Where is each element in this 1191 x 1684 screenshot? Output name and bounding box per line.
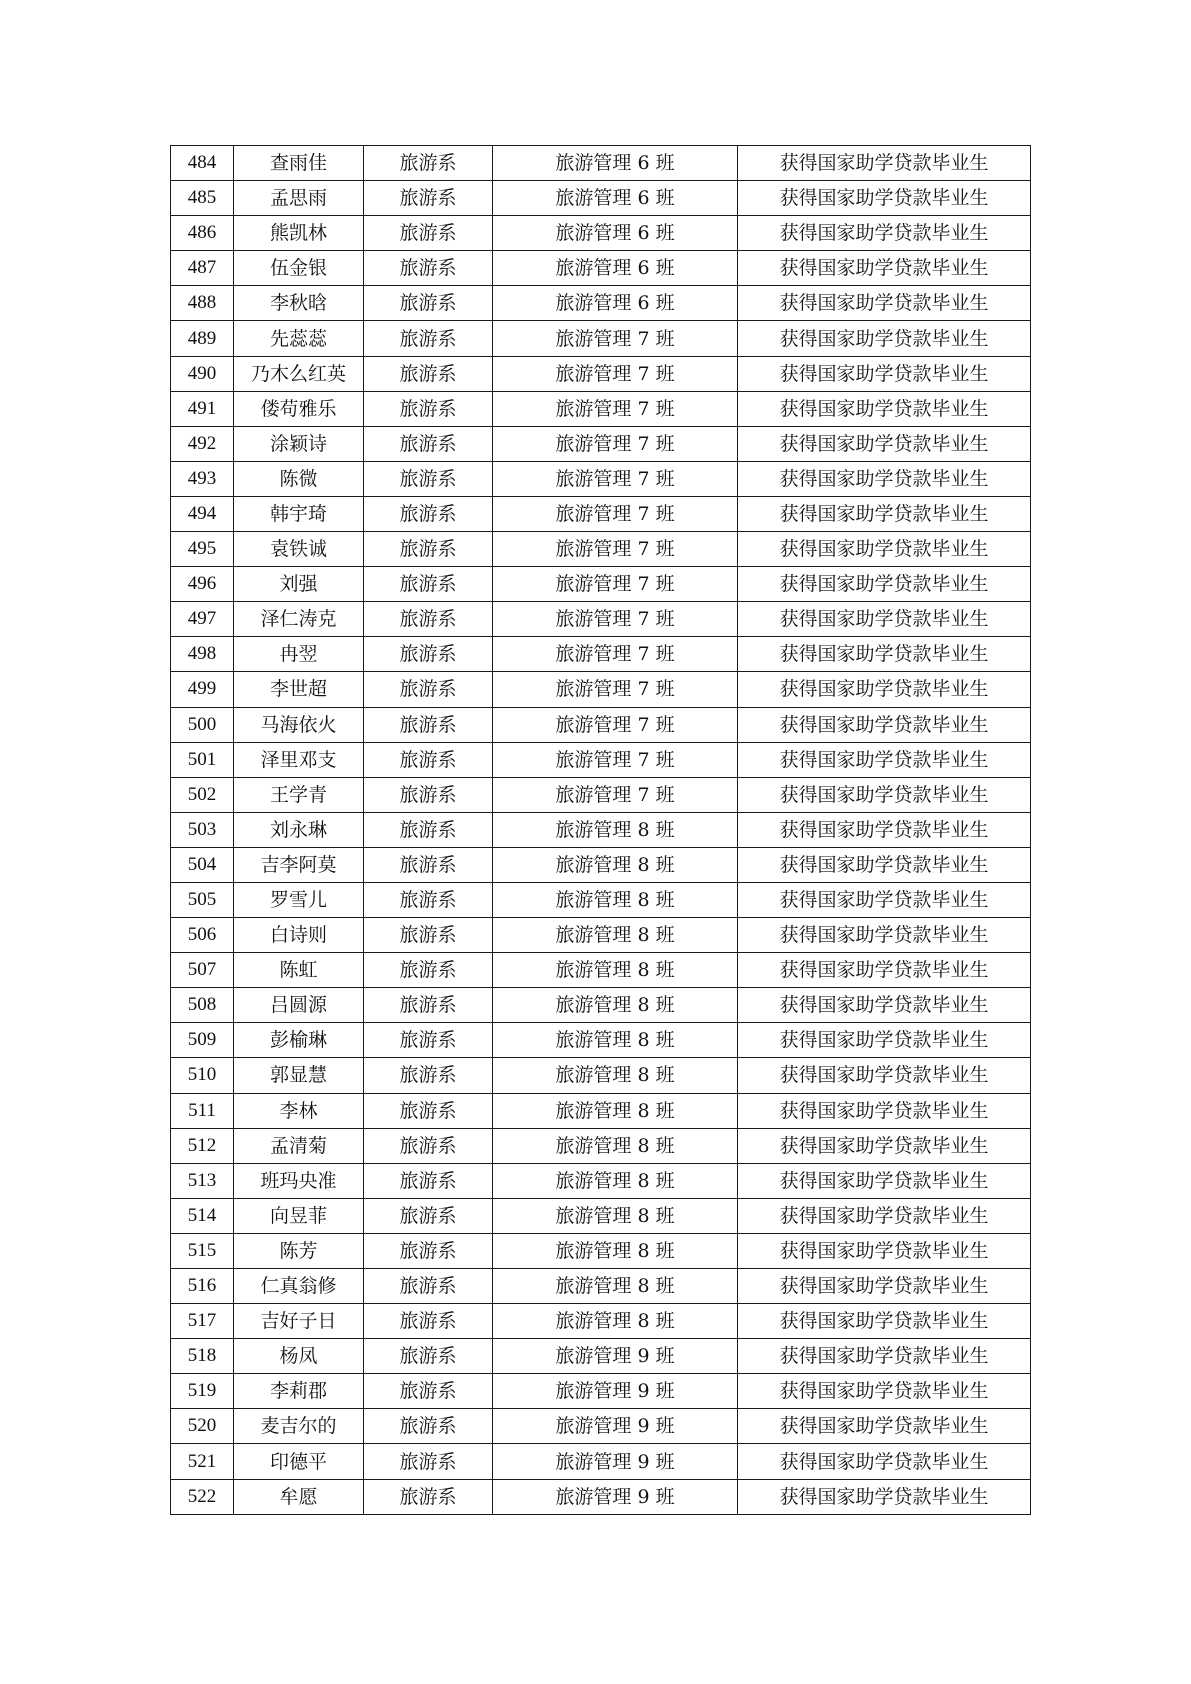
student-name-cell: 先蕊蕊 xyxy=(234,321,364,356)
class-cell: 旅游管理 9 班 xyxy=(493,1409,738,1444)
status-cell: 获得国家助学贷款毕业生 xyxy=(738,1304,1031,1339)
department-cell: 旅游系 xyxy=(364,847,493,882)
department-cell: 旅游系 xyxy=(364,532,493,567)
status-cell: 获得国家助学贷款毕业生 xyxy=(738,953,1031,988)
department-cell: 旅游系 xyxy=(364,567,493,602)
row-number-cell: 502 xyxy=(171,777,234,812)
table-row xyxy=(171,216,1031,251)
row-number-cell: 519 xyxy=(171,1374,234,1409)
status-cell: 获得国家助学贷款毕业生 xyxy=(738,918,1031,953)
status-cell: 获得国家助学贷款毕业生 xyxy=(738,286,1031,321)
table-row xyxy=(171,426,1031,461)
status-cell: 获得国家助学贷款毕业生 xyxy=(738,356,1031,391)
student-name-cell: 熊凯林 xyxy=(234,216,364,251)
graduate-loan-table xyxy=(170,145,1031,1515)
table-row xyxy=(171,918,1031,953)
table-row xyxy=(171,1198,1031,1233)
row-number-cell: 485 xyxy=(171,181,234,216)
class-cell: 旅游管理 8 班 xyxy=(493,1128,738,1163)
class-cell: 旅游管理 6 班 xyxy=(493,216,738,251)
student-name-cell: 泽里邓支 xyxy=(234,742,364,777)
student-name-cell: 牟愿 xyxy=(234,1479,364,1514)
class-cell: 旅游管理 7 班 xyxy=(493,637,738,672)
status-cell: 获得国家助学贷款毕业生 xyxy=(738,532,1031,567)
class-cell: 旅游管理 7 班 xyxy=(493,321,738,356)
row-number-cell: 489 xyxy=(171,321,234,356)
department-cell: 旅游系 xyxy=(364,391,493,426)
student-name-cell: 郭显慧 xyxy=(234,1058,364,1093)
department-cell: 旅游系 xyxy=(364,286,493,321)
row-number-cell: 509 xyxy=(171,1023,234,1058)
student-name-cell: 陈微 xyxy=(234,461,364,496)
table-row xyxy=(171,286,1031,321)
table-row xyxy=(171,953,1031,988)
class-cell: 旅游管理 7 班 xyxy=(493,707,738,742)
class-cell: 旅游管理 8 班 xyxy=(493,847,738,882)
table-row xyxy=(171,707,1031,742)
student-name-cell: 偻苟雅乐 xyxy=(234,391,364,426)
row-number-cell: 484 xyxy=(171,146,234,181)
department-cell: 旅游系 xyxy=(364,1409,493,1444)
student-name-cell: 李世超 xyxy=(234,672,364,707)
department-cell: 旅游系 xyxy=(364,1444,493,1479)
status-cell: 获得国家助学贷款毕业生 xyxy=(738,672,1031,707)
department-cell: 旅游系 xyxy=(364,1163,493,1198)
student-name-cell: 向昱菲 xyxy=(234,1198,364,1233)
status-cell: 获得国家助学贷款毕业生 xyxy=(738,637,1031,672)
row-number-cell: 504 xyxy=(171,847,234,882)
row-number-cell: 507 xyxy=(171,953,234,988)
student-name-cell: 冉翌 xyxy=(234,637,364,672)
status-cell: 获得国家助学贷款毕业生 xyxy=(738,707,1031,742)
row-number-cell: 508 xyxy=(171,988,234,1023)
table-row xyxy=(171,1479,1031,1514)
student-name-cell: 罗雪儿 xyxy=(234,882,364,917)
student-name-cell: 李秋晗 xyxy=(234,286,364,321)
table-row xyxy=(171,777,1031,812)
class-cell: 旅游管理 8 班 xyxy=(493,1304,738,1339)
class-cell: 旅游管理 6 班 xyxy=(493,146,738,181)
student-name-cell: 杨凤 xyxy=(234,1339,364,1374)
class-cell: 旅游管理 7 班 xyxy=(493,356,738,391)
status-cell: 获得国家助学贷款毕业生 xyxy=(738,461,1031,496)
department-cell: 旅游系 xyxy=(364,918,493,953)
class-cell: 旅游管理 7 班 xyxy=(493,672,738,707)
student-name-cell: 袁铁诚 xyxy=(234,532,364,567)
row-number-cell: 496 xyxy=(171,567,234,602)
department-cell: 旅游系 xyxy=(364,1198,493,1233)
row-number-cell: 500 xyxy=(171,707,234,742)
student-name-cell: 麦吉尔的 xyxy=(234,1409,364,1444)
department-cell: 旅游系 xyxy=(364,181,493,216)
row-number-cell: 490 xyxy=(171,356,234,391)
department-cell: 旅游系 xyxy=(364,602,493,637)
class-cell: 旅游管理 8 班 xyxy=(493,882,738,917)
department-cell: 旅游系 xyxy=(364,988,493,1023)
status-cell: 获得国家助学贷款毕业生 xyxy=(738,1198,1031,1233)
row-number-cell: 487 xyxy=(171,251,234,286)
department-cell: 旅游系 xyxy=(364,251,493,286)
table-row xyxy=(171,391,1031,426)
status-cell: 获得国家助学贷款毕业生 xyxy=(738,1093,1031,1128)
status-cell: 获得国家助学贷款毕业生 xyxy=(738,181,1031,216)
class-cell: 旅游管理 9 班 xyxy=(493,1339,738,1374)
status-cell: 获得国家助学贷款毕业生 xyxy=(738,216,1031,251)
department-cell: 旅游系 xyxy=(364,1479,493,1514)
row-number-cell: 503 xyxy=(171,812,234,847)
table-row xyxy=(171,1269,1031,1304)
class-cell: 旅游管理 9 班 xyxy=(493,1444,738,1479)
table-row xyxy=(171,1093,1031,1128)
student-name-cell: 泽仁涛克 xyxy=(234,602,364,637)
status-cell: 获得国家助学贷款毕业生 xyxy=(738,1479,1031,1514)
class-cell: 旅游管理 8 班 xyxy=(493,812,738,847)
table-row xyxy=(171,882,1031,917)
department-cell: 旅游系 xyxy=(364,637,493,672)
row-number-cell: 513 xyxy=(171,1163,234,1198)
student-name-cell: 孟清菊 xyxy=(234,1128,364,1163)
class-cell: 旅游管理 7 班 xyxy=(493,391,738,426)
table-row xyxy=(171,532,1031,567)
status-cell: 获得国家助学贷款毕业生 xyxy=(738,1339,1031,1374)
class-cell: 旅游管理 7 班 xyxy=(493,532,738,567)
student-name-cell: 彭榆琳 xyxy=(234,1023,364,1058)
class-cell: 旅游管理 7 班 xyxy=(493,602,738,637)
row-number-cell: 495 xyxy=(171,532,234,567)
status-cell: 获得国家助学贷款毕业生 xyxy=(738,988,1031,1023)
row-number-cell: 493 xyxy=(171,461,234,496)
row-number-cell: 512 xyxy=(171,1128,234,1163)
table-row xyxy=(171,356,1031,391)
class-cell: 旅游管理 7 班 xyxy=(493,742,738,777)
class-cell: 旅游管理 7 班 xyxy=(493,496,738,531)
table-body xyxy=(171,146,1031,1515)
student-name-cell: 印德平 xyxy=(234,1444,364,1479)
department-cell: 旅游系 xyxy=(364,216,493,251)
student-name-cell: 李莉郡 xyxy=(234,1374,364,1409)
row-number-cell: 515 xyxy=(171,1233,234,1268)
table-row xyxy=(171,321,1031,356)
row-number-cell: 505 xyxy=(171,882,234,917)
table-row xyxy=(171,567,1031,602)
status-cell: 获得国家助学贷款毕业生 xyxy=(738,1233,1031,1268)
department-cell: 旅游系 xyxy=(364,812,493,847)
row-number-cell: 520 xyxy=(171,1409,234,1444)
table-row xyxy=(171,496,1031,531)
status-cell: 获得国家助学贷款毕业生 xyxy=(738,1023,1031,1058)
department-cell: 旅游系 xyxy=(364,1128,493,1163)
row-number-cell: 499 xyxy=(171,672,234,707)
table-row xyxy=(171,812,1031,847)
class-cell: 旅游管理 8 班 xyxy=(493,1233,738,1268)
student-name-cell: 李林 xyxy=(234,1093,364,1128)
student-name-cell: 班玛央准 xyxy=(234,1163,364,1198)
student-name-cell: 刘永琳 xyxy=(234,812,364,847)
row-number-cell: 516 xyxy=(171,1269,234,1304)
department-cell: 旅游系 xyxy=(364,146,493,181)
status-cell: 获得国家助学贷款毕业生 xyxy=(738,602,1031,637)
row-number-cell: 492 xyxy=(171,426,234,461)
row-number-cell: 488 xyxy=(171,286,234,321)
row-number-cell: 522 xyxy=(171,1479,234,1514)
status-cell: 获得国家助学贷款毕业生 xyxy=(738,1374,1031,1409)
department-cell: 旅游系 xyxy=(364,1339,493,1374)
department-cell: 旅游系 xyxy=(364,496,493,531)
student-name-cell: 仁真翁修 xyxy=(234,1269,364,1304)
status-cell: 获得国家助学贷款毕业生 xyxy=(738,1444,1031,1479)
table-row xyxy=(171,461,1031,496)
table-row xyxy=(171,251,1031,286)
status-cell: 获得国家助学贷款毕业生 xyxy=(738,146,1031,181)
row-number-cell: 501 xyxy=(171,742,234,777)
row-number-cell: 486 xyxy=(171,216,234,251)
table-row xyxy=(171,1374,1031,1409)
status-cell: 获得国家助学贷款毕业生 xyxy=(738,1409,1031,1444)
class-cell: 旅游管理 9 班 xyxy=(493,1374,738,1409)
row-number-cell: 510 xyxy=(171,1058,234,1093)
student-name-cell: 陈虹 xyxy=(234,953,364,988)
class-cell: 旅游管理 8 班 xyxy=(493,1093,738,1128)
table-row xyxy=(171,181,1031,216)
department-cell: 旅游系 xyxy=(364,1093,493,1128)
student-name-cell: 韩宇琦 xyxy=(234,496,364,531)
table-row xyxy=(171,1128,1031,1163)
class-cell: 旅游管理 6 班 xyxy=(493,181,738,216)
row-number-cell: 521 xyxy=(171,1444,234,1479)
student-name-cell: 马海依火 xyxy=(234,707,364,742)
status-cell: 获得国家助学贷款毕业生 xyxy=(738,426,1031,461)
department-cell: 旅游系 xyxy=(364,1374,493,1409)
student-name-cell: 刘强 xyxy=(234,567,364,602)
department-cell: 旅游系 xyxy=(364,777,493,812)
status-cell: 获得国家助学贷款毕业生 xyxy=(738,812,1031,847)
table-row xyxy=(171,1409,1031,1444)
table-row xyxy=(171,1339,1031,1374)
student-name-cell: 查雨佳 xyxy=(234,146,364,181)
status-cell: 获得国家助学贷款毕业生 xyxy=(738,847,1031,882)
class-cell: 旅游管理 8 班 xyxy=(493,1058,738,1093)
table-row xyxy=(171,988,1031,1023)
table-row xyxy=(171,1233,1031,1268)
class-cell: 旅游管理 8 班 xyxy=(493,1163,738,1198)
class-cell: 旅游管理 7 班 xyxy=(493,777,738,812)
row-number-cell: 491 xyxy=(171,391,234,426)
department-cell: 旅游系 xyxy=(364,1023,493,1058)
student-name-cell: 吉好子日 xyxy=(234,1304,364,1339)
status-cell: 获得国家助学贷款毕业生 xyxy=(738,321,1031,356)
row-number-cell: 511 xyxy=(171,1093,234,1128)
table-row xyxy=(171,1304,1031,1339)
class-cell: 旅游管理 8 班 xyxy=(493,953,738,988)
table-row xyxy=(171,1058,1031,1093)
student-name-cell: 伍金银 xyxy=(234,251,364,286)
class-cell: 旅游管理 7 班 xyxy=(493,426,738,461)
row-number-cell: 497 xyxy=(171,602,234,637)
status-cell: 获得国家助学贷款毕业生 xyxy=(738,391,1031,426)
student-name-cell: 吕圆源 xyxy=(234,988,364,1023)
table-row xyxy=(171,146,1031,181)
status-cell: 获得国家助学贷款毕业生 xyxy=(738,1269,1031,1304)
class-cell: 旅游管理 6 班 xyxy=(493,251,738,286)
student-name-cell: 陈芳 xyxy=(234,1233,364,1268)
table-row xyxy=(171,742,1031,777)
status-cell: 获得国家助学贷款毕业生 xyxy=(738,1163,1031,1198)
row-number-cell: 517 xyxy=(171,1304,234,1339)
student-name-cell: 白诗则 xyxy=(234,918,364,953)
student-name-cell: 吉李阿莫 xyxy=(234,847,364,882)
status-cell: 获得国家助学贷款毕业生 xyxy=(738,777,1031,812)
department-cell: 旅游系 xyxy=(364,882,493,917)
class-cell: 旅游管理 7 班 xyxy=(493,461,738,496)
class-cell: 旅游管理 9 班 xyxy=(493,1479,738,1514)
student-name-cell: 孟思雨 xyxy=(234,181,364,216)
department-cell: 旅游系 xyxy=(364,742,493,777)
status-cell: 获得国家助学贷款毕业生 xyxy=(738,1128,1031,1163)
class-cell: 旅游管理 7 班 xyxy=(493,567,738,602)
table-row xyxy=(171,672,1031,707)
department-cell: 旅游系 xyxy=(364,953,493,988)
table-row xyxy=(171,602,1031,637)
status-cell: 获得国家助学贷款毕业生 xyxy=(738,882,1031,917)
status-cell: 获得国家助学贷款毕业生 xyxy=(738,567,1031,602)
row-number-cell: 494 xyxy=(171,496,234,531)
department-cell: 旅游系 xyxy=(364,1304,493,1339)
status-cell: 获得国家助学贷款毕业生 xyxy=(738,496,1031,531)
row-number-cell: 498 xyxy=(171,637,234,672)
department-cell: 旅游系 xyxy=(364,426,493,461)
department-cell: 旅游系 xyxy=(364,1058,493,1093)
student-name-cell: 乃木么红英 xyxy=(234,356,364,391)
department-cell: 旅游系 xyxy=(364,356,493,391)
row-number-cell: 514 xyxy=(171,1198,234,1233)
class-cell: 旅游管理 8 班 xyxy=(493,1023,738,1058)
department-cell: 旅游系 xyxy=(364,707,493,742)
department-cell: 旅游系 xyxy=(364,672,493,707)
class-cell: 旅游管理 8 班 xyxy=(493,918,738,953)
table-row xyxy=(171,847,1031,882)
table-row xyxy=(171,637,1031,672)
status-cell: 获得国家助学贷款毕业生 xyxy=(738,1058,1031,1093)
class-cell: 旅游管理 6 班 xyxy=(493,286,738,321)
table-row xyxy=(171,1444,1031,1479)
department-cell: 旅游系 xyxy=(364,321,493,356)
student-name-cell: 涂颖诗 xyxy=(234,426,364,461)
department-cell: 旅游系 xyxy=(364,1233,493,1268)
table-row xyxy=(171,1163,1031,1198)
class-cell: 旅游管理 8 班 xyxy=(493,1198,738,1233)
department-cell: 旅游系 xyxy=(364,461,493,496)
class-cell: 旅游管理 8 班 xyxy=(493,1269,738,1304)
status-cell: 获得国家助学贷款毕业生 xyxy=(738,251,1031,286)
row-number-cell: 506 xyxy=(171,918,234,953)
student-name-cell: 王学青 xyxy=(234,777,364,812)
status-cell: 获得国家助学贷款毕业生 xyxy=(738,742,1031,777)
row-number-cell: 518 xyxy=(171,1339,234,1374)
table-row xyxy=(171,1023,1031,1058)
class-cell: 旅游管理 8 班 xyxy=(493,988,738,1023)
department-cell: 旅游系 xyxy=(364,1269,493,1304)
